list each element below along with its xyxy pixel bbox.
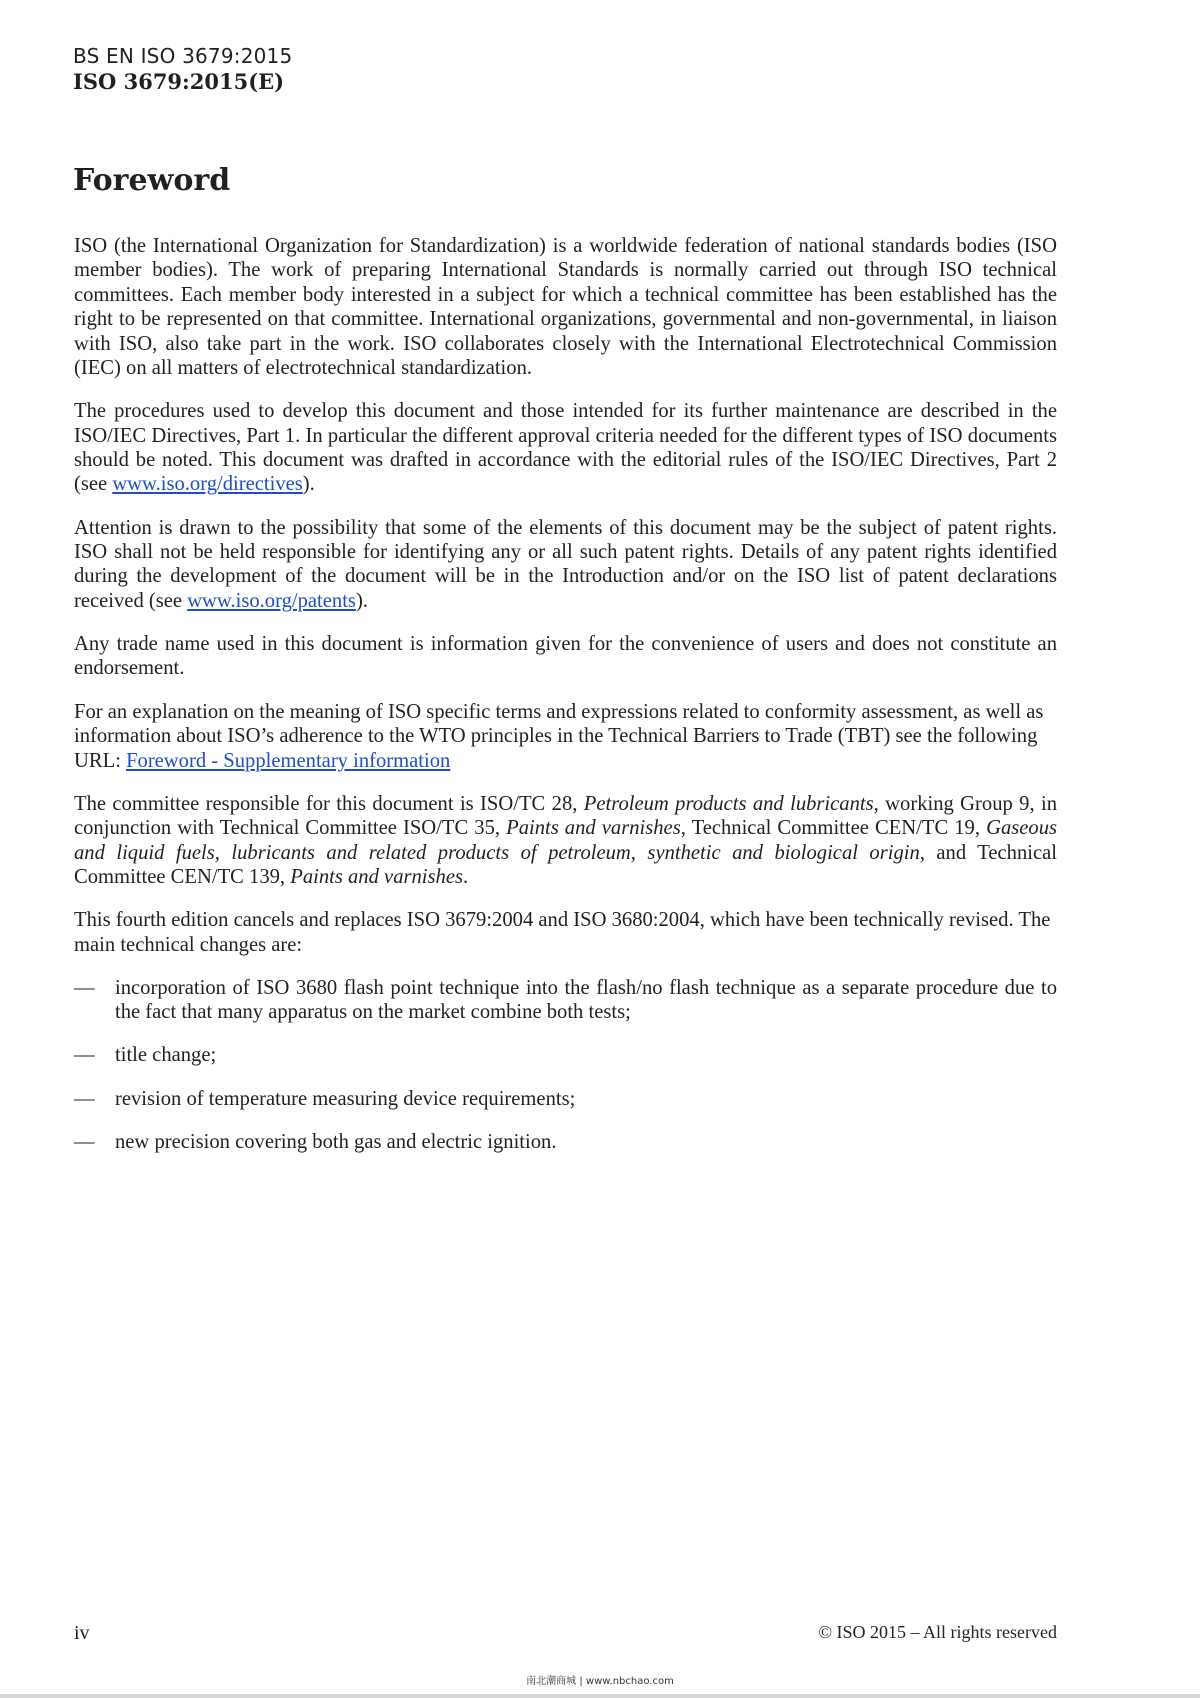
paragraph-iso-intro: ISO (the International Organization for Standardization) is a worldwide federation of national standards bodies (ISO member bodies). The work of preparing International Standards is normally carried out through ISO technical committees. Each member body interested in a subject for which a technical committee has been established has the right to be represented on that committee. International organizations, governmental and non-governmental, in liaison with ISO, also take part in the work. ISO collaborates closely with the International Electrotechnical Commission (IEC) on all matters of electrotechnical standardization. [74, 235, 1057, 380]
committee-text-5: . [463, 865, 469, 888]
committee-text-1: The committee responsible for this document is ISO/TC 28, [74, 792, 584, 815]
paragraph-conformity-text: For an explanation on the meaning of ISO specific terms and expressions related to conformity assessment, as well as information about ISO’s adherence to the WTO principles in the Technical Barriers to Trade (TBT) see the following URL: [74, 700, 1044, 772]
dash-bullet: — [74, 976, 95, 999]
page-title: Foreword [73, 163, 231, 198]
committee-text-2: , working Group 9, in conjunction with Technical Committee ISO/TC 35, [74, 792, 1058, 840]
foreword-body [74, 234, 1057, 1173]
list-item [74, 976, 1057, 1025]
list-item [74, 1043, 1057, 1067]
paragraph-patents [74, 516, 1057, 614]
paragraph-conformity [74, 700, 1057, 773]
committee-title-2: Paints and varnishes [506, 817, 681, 840]
directives-link[interactable]: www.iso.org/directives [112, 473, 303, 496]
copyright-notice: © ISO 2015 – All rights reserved [818, 1622, 1057, 1642]
standard-designation-bs-en: BS EN ISO 3679:2015 [73, 44, 293, 68]
technical-changes-list [74, 976, 1057, 1154]
paragraph-edition: This fourth edition cancels and replaces ISO 3679:2004 and ISO 3680:2004, which have been technically revised. The main technical changes are: [74, 909, 1051, 956]
committee-title-3: Gaseous and liquid fuels, lubricants and related products of petroleum, synthetic and biological origin [74, 817, 1058, 864]
list-item [74, 1130, 1057, 1154]
watermark-text: 南北潮商城 | www.nbchao.com [526, 1676, 674, 1687]
paragraph-patents-end: ). [355, 589, 368, 612]
paragraph-procedures [74, 399, 1057, 497]
list-item-text: new precision covering both gas and electric ignition. [115, 1130, 557, 1153]
supplementary-information-link[interactable]: Foreword - Supplementary information [126, 749, 451, 772]
list-item-text: title change; [115, 1044, 217, 1067]
paragraph-patents-text: Attention is drawn to the possibility that some of the elements of this document may be the subject of patent rights. ISO shall not be held responsible for identifying any or all such patent rights. Details of any patent rights identified during the development of the document will be in the Introduction and/or on the ISO list of patent declarations received (see [74, 516, 1057, 612]
committee-title-4: Paints and varnishes [290, 865, 463, 888]
committee-title-1: Petroleum products and lubricants [583, 792, 874, 815]
list-item [74, 1087, 1057, 1111]
list-item-text: revision of temperature measuring device requirements; [115, 1087, 576, 1110]
standard-designation-iso: ISO 3679:2015(E) [73, 69, 285, 94]
dash-bullet: — [74, 1044, 95, 1067]
dash-bullet: — [74, 1087, 95, 1110]
paragraph-committee [74, 792, 1057, 890]
paragraph-procedures-end: ). [302, 473, 315, 496]
committee-text-3: , Technical Committee CEN/TC 19, [680, 817, 987, 840]
committee-text-4: , and Technical Committee CEN/TC 139, [74, 841, 1057, 888]
dash-bullet: — [74, 1130, 95, 1153]
page-bottom-edge [0, 1694, 1200, 1698]
patents-link[interactable]: www.iso.org/patents [187, 589, 356, 612]
paragraph-trade-name: Any trade name used in this document is information given for the convenience of users and does not constitute an endorsement. [74, 633, 1057, 680]
paragraph-procedures-text: The procedures used to develop this document and those intended for its further maintenance are described in the ISO/IEC Directives, Part 1. In particular the different approval criteria needed for the different types of ISO documents should be noted. This document was drafted in accordance with the editorial rules of the ISO/IEC Directives, Part 2 (see [74, 400, 1057, 496]
list-item-text: incorporation of ISO 3680 flash point technique into the flash/no flash technique as a separate procedure due to the fact that many apparatus on the market combine both tests; [115, 976, 1057, 1024]
page-number: iv [74, 1622, 90, 1644]
